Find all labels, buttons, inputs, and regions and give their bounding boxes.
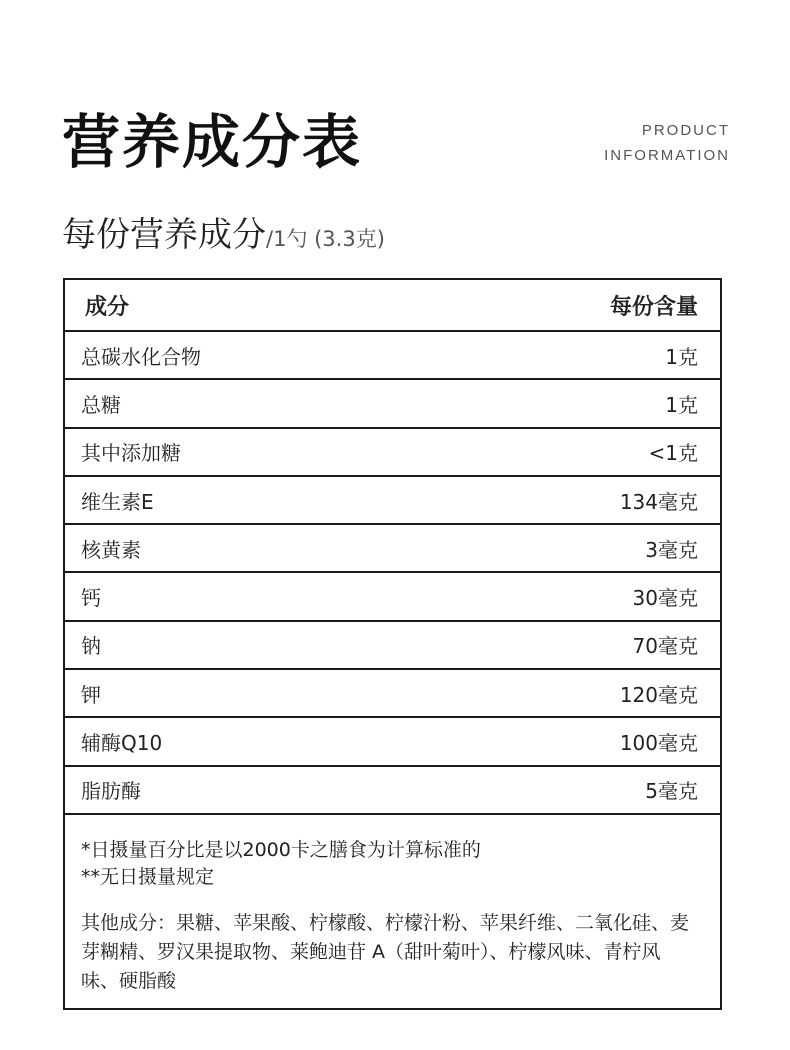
nutrient-amount: 1克 <box>665 392 698 417</box>
table-row <box>65 380 720 428</box>
nutrient-amount: 120毫克 <box>619 682 698 707</box>
brand-tag-line2: INFORMATION <box>604 147 730 164</box>
footnote-no-daily-value: **无日摄量规定 <box>81 865 215 888</box>
nutrient-amount: 100毫克 <box>619 731 698 756</box>
nutrient-amount: 134毫克 <box>619 489 698 514</box>
brand-tag-line1: PRODUCT <box>641 122 730 139</box>
nutrient-name: 核黄素 <box>81 537 141 562</box>
nutrient-name: 总碳水化合物 <box>81 344 201 369</box>
table-row <box>65 718 720 766</box>
nutrient-name: 维生素E <box>81 489 154 514</box>
nutrient-amount: <1克 <box>648 441 698 466</box>
nutrition-table <box>63 278 722 1010</box>
nutrient-amount: 5毫克 <box>645 779 698 804</box>
table-row <box>65 332 720 380</box>
nutrient-name: 辅酶Q10 <box>81 731 163 756</box>
subtitle-main: 每份营养成分 <box>62 215 266 255</box>
nutrient-name: 钙 <box>81 586 101 611</box>
header-ingredient: 成分 <box>85 294 130 320</box>
table-row <box>65 573 720 621</box>
serving-subtitle <box>62 210 385 266</box>
table-row <box>65 429 720 477</box>
footnotes <box>65 815 720 891</box>
serving-size: /1勺 (3.3克) <box>266 227 385 251</box>
nutrient-amount: 3毫克 <box>645 537 698 562</box>
table-row <box>65 767 720 815</box>
table-row <box>65 622 720 670</box>
nutrient-amount: 30毫克 <box>632 586 698 611</box>
nutrient-amount: 1克 <box>665 344 698 369</box>
nutrient-name: 脂肪酶 <box>81 779 141 804</box>
other-ingredients: 其他成分：果糖、苹果酸、柠檬酸、柠檬汁粉、苹果纤维、二氧化硅、麦芽糊精、罗汉果提取物、莱鲍迪苷 A（甜叶菊叶）、柠檬风味、青柠风味、硬脂酸 <box>81 911 690 992</box>
nutrient-amount: 70毫克 <box>632 634 698 659</box>
nutrient-name: 总糖 <box>81 392 121 417</box>
nutrient-name: 钾 <box>81 682 101 707</box>
header-amount: 每份含量 <box>609 294 698 320</box>
footnote-daily-value: *日摄量百分比是以2000卡之膳食为计算标准的 <box>81 838 481 861</box>
nutrient-name: 其中添加糖 <box>81 441 181 466</box>
page-title: 营养成分表 <box>62 108 363 176</box>
table-row <box>65 670 720 718</box>
table-header <box>65 280 720 332</box>
table-row <box>65 525 720 573</box>
table-row <box>65 477 720 525</box>
table-body <box>65 332 720 815</box>
nutrient-name: 钠 <box>81 634 101 659</box>
product-information-tag <box>604 118 730 168</box>
